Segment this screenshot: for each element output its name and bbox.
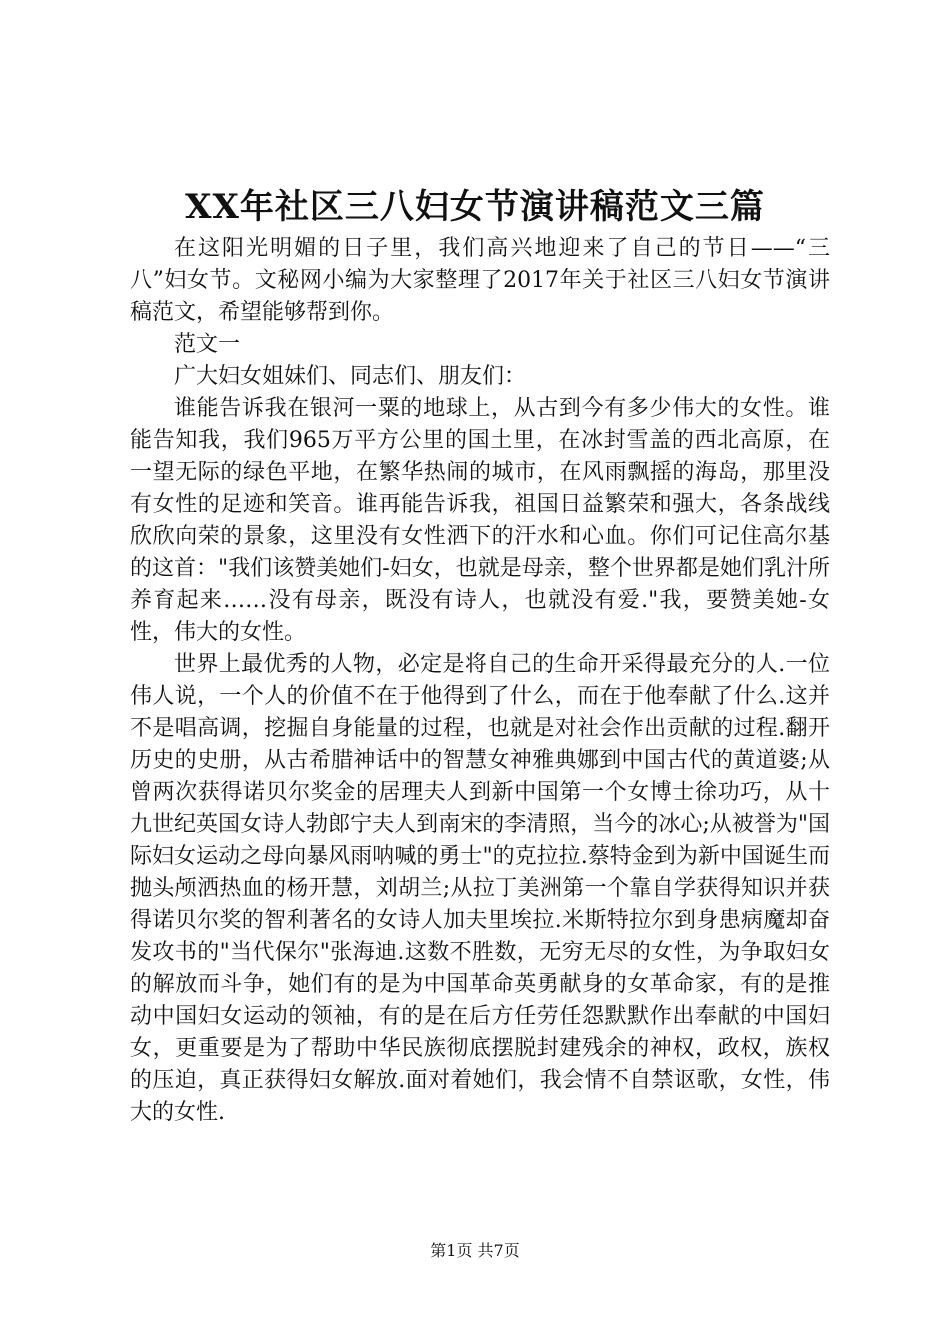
paragraph-heading-sample-one: 范文一 — [174, 332, 241, 357]
document-title: XX年社区三八妇女节演讲稿范文三篇 — [185, 187, 765, 227]
paragraph-intro: 在这阳光明媚的日子里，我们高兴地迎来了自己的节日——“三八”妇女节。文秘网小编为大家整理了2017年关于社区三八妇女节演讲稿范文，希望能够帮到你。 — [130, 236, 830, 325]
paragraph-salutation: 广大妇女姐妹们、同志们、朋友们： — [174, 364, 527, 389]
paragraph-body-1: 谁能告诉我在银河一粟的地球上，从古到今有多少伟大的女性。谁能告知我，我们965万平方公里的国土里，在冰封雪盖的西北高原，在一望无际的绿色平地，在繁华热闹的城市，在风雨飘摇的海岛，那里没有女性的足迹和笑音。谁再能告诉我，祖国日益繁荣和强大，各条战线欣欣向荣的景象，这里没有女性洒下的汗水和心血。你们可记住高尔基的这首："我们该赞美她们-妇女，也就是母亲，整个世界都是她们乳汁所养育起来……没有母亲，既没有诗人，也就没有爱."我，要赞美她-女性，伟大的女性。 — [130, 396, 830, 645]
paragraph-body-2: 世界上最优秀的人物，必定是将自己的生命开采得最充分的人.一位伟人说，一个人的价值不在于他得到了什么，而在于他奉献了什么.这并不是唱高调，挖掘自身能量的过程，也就是对社会作出贡献的过程.翻开历史的史册，从古希腊神话中的智慧女神雅典娜到中国古代的黄道婆;从曾两次获得诺贝尔奖金的居理夫人到新中国第一个女博士徐功巧，从十九世纪英国女诗人勃郎宁夫人到南宋的李清照，当今的冰心;从被誉为"国际妇女运动之母向暴风雨呐喊的勇士"的克拉拉.蔡特金到为新中国诞生而抛头颅洒热血的杨开慧，刘胡兰;从拉丁美洲第一个靠自学获得知识并获得诺贝尔奖的智利著名的女诗人加夫里埃拉.米斯特拉尔到身患病魔却奋发攻书的"当代保尔"张海迪.这数不胜数，无穷无尽的女性，为争取妇女的解放而斗争，她们有的是为中国革命英勇献身的女革命家，有的是推动中国妇女运动的领袖，有的是在后方任劳任怨默默作出奉献的中国妇女，更重要是为了帮助中华民族彻底摆脱封建残余的神权，政权，族权的压迫，真正获得妇女解放.面对着她们，我会情不自禁讴歌，女性，伟大的女性. — [130, 652, 830, 1125]
page-number-footer: 第1页 共7页 — [430, 1241, 520, 1260]
document-body — [130, 233, 830, 1129]
